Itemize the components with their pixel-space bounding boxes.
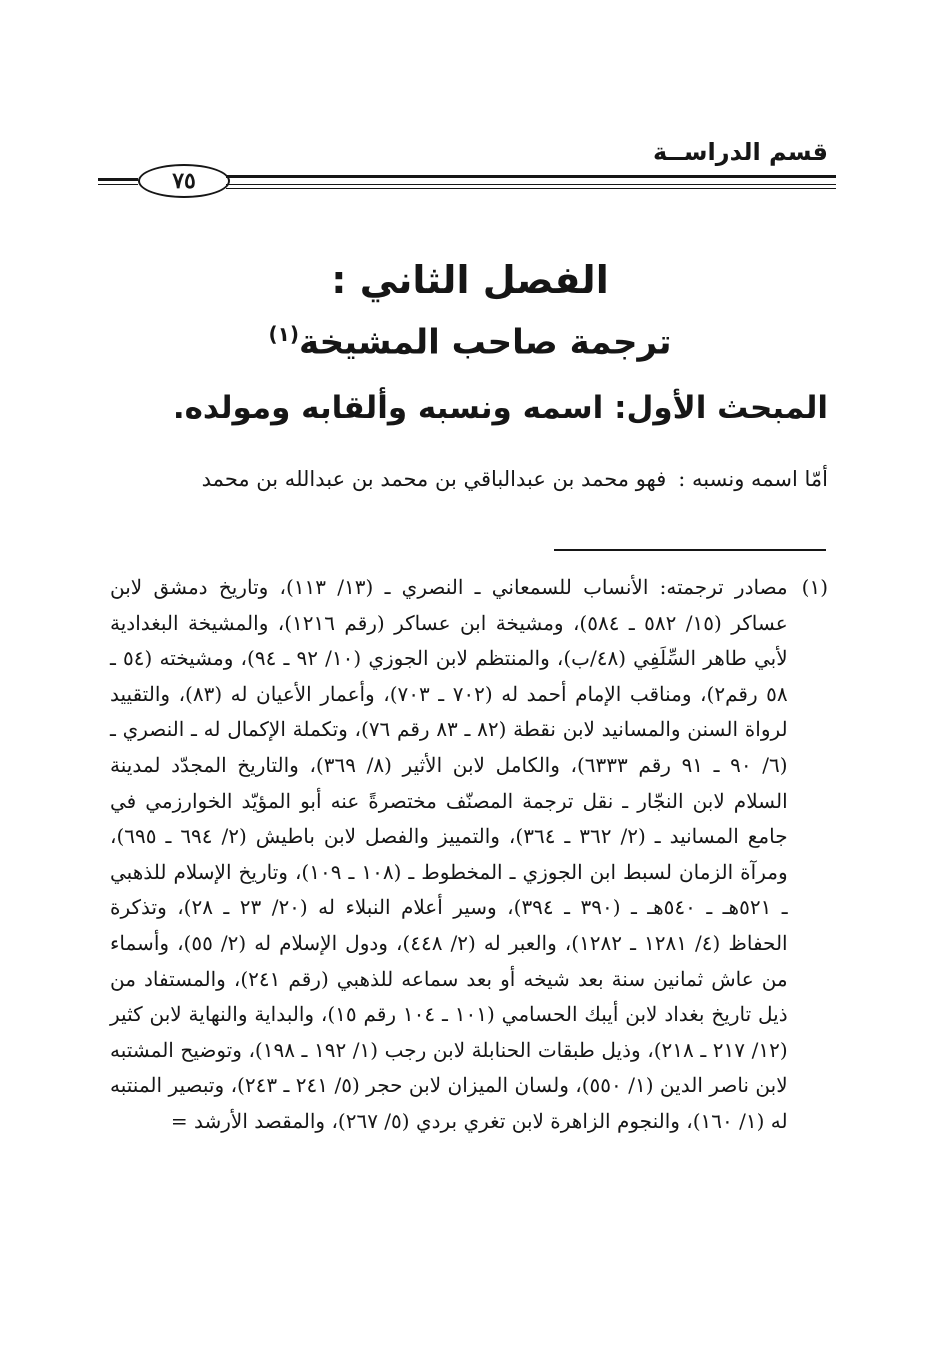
header-rule-left (98, 178, 138, 185)
section-title: المبحث الأول: اسمه ونسبه وألقابه ومولده. (172, 390, 828, 426)
header-rule (98, 170, 836, 194)
chapter-subtitle-text: ترجمة صاحب المشيخة (299, 322, 672, 363)
body-lead: أمّا اسمه ونسبه : (678, 467, 828, 491)
body-paragraph (112, 460, 828, 498)
page-number: ٧٥ (138, 164, 230, 198)
chapter-title: الفصل الثاني : (331, 258, 609, 302)
body-text: فهو محمد بن عبدالباقي بن محمد بن عبدالله بن محمد (201, 467, 667, 491)
chapter-subtitle (0, 322, 940, 362)
footnote-reference: (١) (268, 322, 300, 346)
footnote-text: مصادر ترجمته: الأنساب للسمعاني ـ النصري ـ (١٣/ ١١٣)، وتاريخ دمشق لابن عساكر (١٥/ ٥٨٢ ـ ٥٨٤)، ومشيخة ابن عساكر (رقم ١٢١٦)، والمشيخة البغدادية لأبي طاهر السِّلَفِي (٤٨/ب)، والمنتظم لابن الجوزي (١٠/ ٩٢ ـ ٩٤)، ومشيخته (٥٤ ـ ٥٨ رقم٢)، ومناقب الإمام أحمد له (٧٠٢ ـ ٧٠٣)، وأعمار الأعيان له (٨٣)، والتقييد لرواة السنن والمسانيد لابن نقطة (٨٢ ـ ٨٣ رقم ٧٦)، وتكملة الإكمال له ـ النصري ـ (٦/ ٩٠ ـ ٩١ رقم ٦٣٣٣)، والكامل لابن الأثير (٨/ ٣٦٩)، والتاريخ المجدّد لمدينة السلام لابن النجّار ـ نقل ترجمة المصنّف مختصرةً عنه أبو المؤيّد الخوارزمي في جامع المسانيد ـ (٢/ ٣٦٢ ـ ٣٦٤)، والتمييز والفصل لابن باطيش (٢/ ٦٩٤ ـ ٦٩٥)، ومرآة الزمان لسبط ابن الجوزي ـ المخطوط ـ (١٠٨ ـ ١٠٩)، وتاريخ الإسلام للذهبي ـ ٥٢١هـ ـ ٥٤٠هـ ـ (٣٩٠ ـ ٣٩٤)، وسير أعلام النبلاء له (٢٠/ ٢٣ ـ ٢٨)، وتذكرة الحفاظ (٤/ ١٢٨١ ـ ١٢٨٢)، والعبر له (٢/ ٤٤٨)، ودول الإسلام له (٢/ ٥٥)، وأسماء من عاش ثمانين سنة بعد شيخه أو بعد سماعه للذهبي (رقم ٢٤١)، والمستفاد من ذيل تاريخ بغداد لابن أيبك الحسامي (١٠١ ـ ١٠٤ رقم ١٥)، والبداية والنهاية لابن كثير (١٢/ ٢١٧ ـ ٢١٨)، وذيل طبقات الحنابلة لابن رجب (١/ ١٩٢ ـ ١٩٨)، وتوضيح المشتبه لابن ناصر الدين (١/ ٥٥٠)، ولسان الميزان لابن حجر (٥/ ٢٤١ ـ ٢٤٣)، وتبصير المنتبه له (١/ ١٦٠)، والنجوم الزاهرة لابن تغري بردي (٥/ ٢٦٧)، والمقصد الأرشد = (110, 575, 788, 1133)
header-rule-right (226, 175, 836, 185)
running-header-title: قسم الدراســة (652, 138, 828, 166)
footnote-separator (554, 549, 826, 551)
footnote (110, 570, 828, 1140)
footnote-marker: (١) (801, 575, 828, 599)
